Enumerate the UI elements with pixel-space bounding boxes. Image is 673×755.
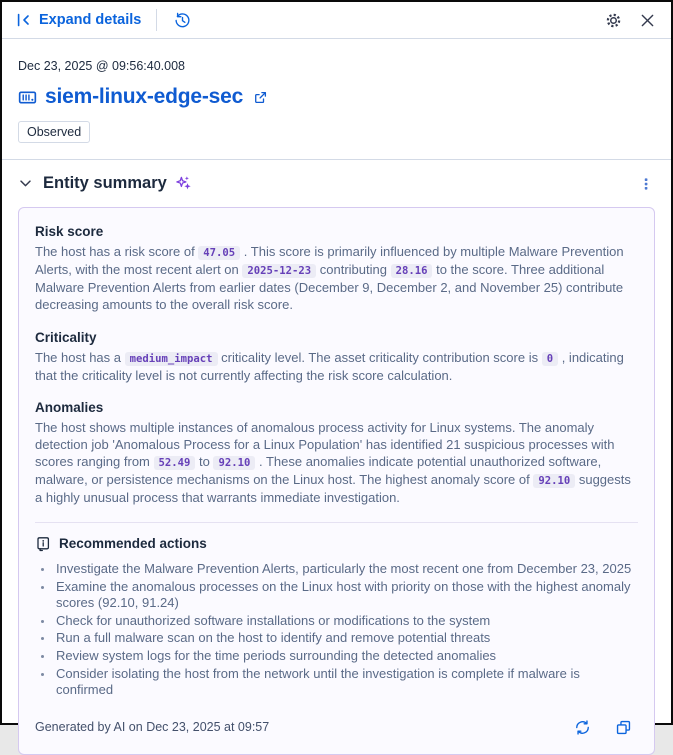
inline-code-value: 0 [542,352,558,366]
gear-icon[interactable] [603,10,624,31]
recommended-action-item: • Investigate the Malware Prevention Alerts, particularly the most recent one from December 23, 2025 [54,561,638,578]
criticality-text: The host has a medium_impact criticality level. The asset criticality contribution score is 0 , indicating that the criticality level is not currently affecting the risk score calculation. [35,349,624,383]
header-divider [2,159,671,160]
risk-score-heading: Risk score [35,224,104,239]
recommended-action-item: • Consider isolating the host from the network until the investigation is complete if malware is confirmed [54,666,638,699]
criticality-heading: Criticality [35,329,97,345]
recommended-action-item: • Examine the anomalous processes on the Linux host with priority on those with the highest anomaly scores (92.10, 91.24) [54,579,638,612]
observed-badge: Observed [18,121,90,143]
open-in-new-icon[interactable] [251,88,270,107]
inline-code-value: 92.10 [213,456,255,470]
arrow-start-icon [16,12,32,28]
host-storage-icon [18,88,37,107]
inline-code-value: medium_impact [125,352,218,366]
recommended-action-item: • Run a full malware scan on the host to identify and remove potential threats [54,630,638,647]
history-icon[interactable] [172,10,193,31]
anomalies-heading: Anomalies [35,400,104,416]
more-actions-icon[interactable] [637,175,655,193]
recommended-action-item: • Review system logs for the time periods surrounding the detected anomalies [54,648,638,665]
generated-by-ai-text: Generated by AI on Dec 23, 2025 at 09:57 [35,720,270,735]
expand-details-label: Expand details [39,12,142,28]
documentation-icon [35,536,51,552]
ai-sparkles-icon [174,174,193,193]
copy-icon[interactable] [613,717,634,738]
inline-code-value: 92.10 [533,474,575,488]
panel-divider [35,522,638,523]
anomalies-text: The host shows multiple instances of anomalous process activity for Linux systems. The anomaly detection job 'Anomalous Process for a Linux Population' has identified 21 suspicious processes with scores ranging from 52.49 to 92.10 . These anomalies indicate potential unauthorized software, malware, or persistence mechanisms on the Linux host. The highest anomaly score of 92.10 suggests a highly unusual process that warrants immediate investigation. [35,420,631,506]
inline-code-value: 47.05 [198,246,240,260]
expand-details-button[interactable] [16,12,141,28]
flyout-toolbar [2,2,671,39]
entity-summary-panel [18,207,655,755]
entity-summary-title: Entity summary [43,174,167,192]
inline-code-value: 28.16 [391,264,433,278]
regenerate-icon[interactable] [572,717,593,738]
toolbar-divider [156,9,157,31]
inline-code-value: 2025-12-23 [242,264,316,278]
recommended-actions-heading: Recommended actions [59,536,207,552]
inline-code-value: 52.49 [154,456,196,470]
recommended-actions-list [35,561,638,699]
close-icon[interactable] [638,11,657,30]
chevron-down-icon[interactable] [18,176,33,191]
entity-name-link[interactable]: siem-linux-edge-sec [45,85,244,108]
event-timestamp: Dec 23, 2025 @ 09:56:40.008 [18,59,185,73]
recommended-action-item: • Check for unauthorized software installations or modifications to the system [54,613,638,630]
risk-score-text: The host has a risk score of 47.05 . This score is primarily influenced by multiple Malware Prevention Alerts, with the most recent alert on 2025-12-23 contributing 28.16 to the score. Three additional Malware Prevention Alerts from earlier dates (December 9, December 2, and November 25) contribute decreasing amounts to the overall risk score. [35,244,624,312]
